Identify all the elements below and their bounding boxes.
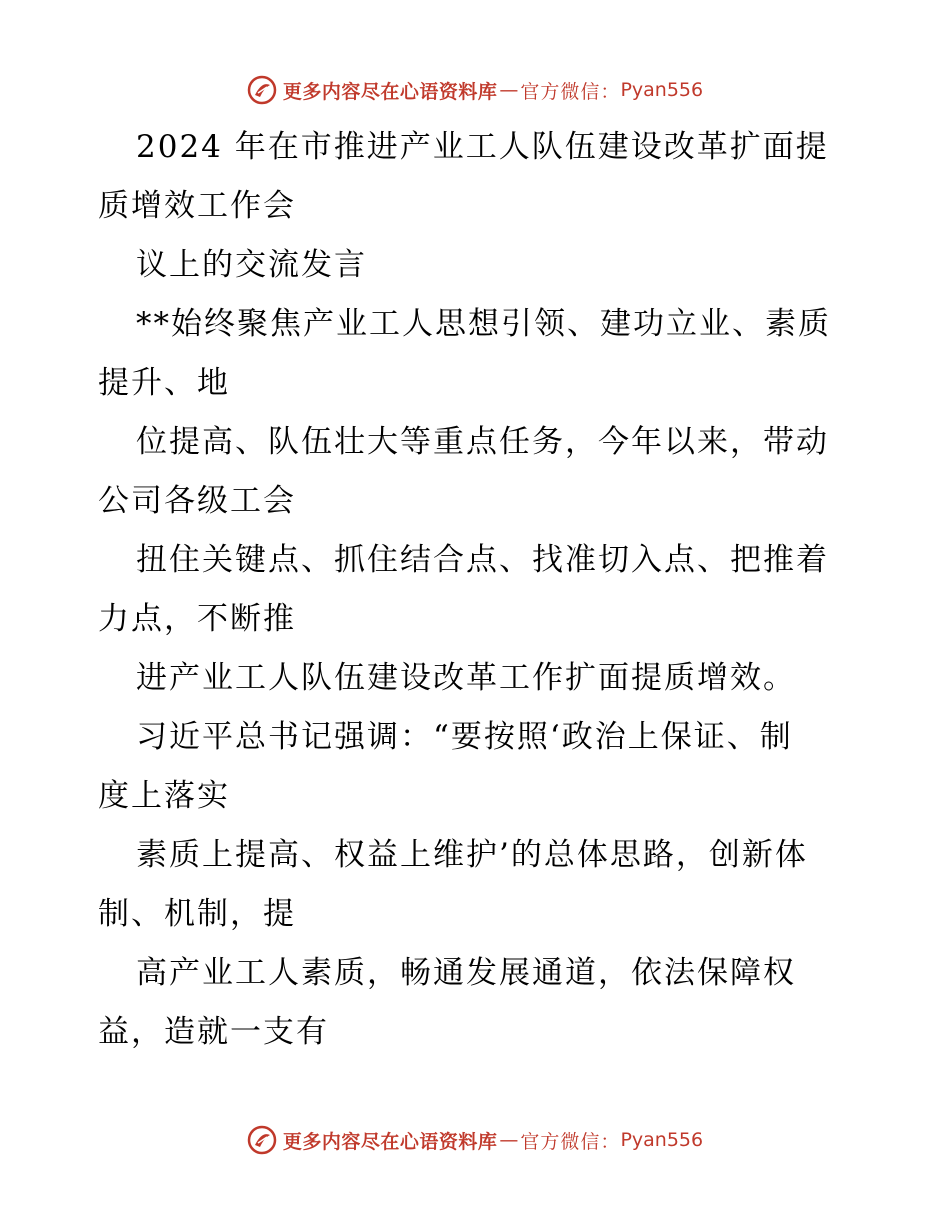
header-watermark xyxy=(0,70,950,110)
watermark-label: 官方微信： xyxy=(520,80,621,103)
text-line: 素质上提高、权益上维护’的总体思路，创新体 xyxy=(136,837,808,873)
watermark-separator: — xyxy=(499,1129,519,1151)
watermark-logo-icon xyxy=(247,75,277,105)
text-line: 度上落实 xyxy=(98,778,230,814)
text-line: 质增效工作会 xyxy=(98,188,296,224)
text-line: 公司各级工会 xyxy=(98,483,296,519)
text-line: 扭住关键点、抓住结合点、找准切入点、把推着 xyxy=(136,542,829,578)
text-line: 提升、地 xyxy=(98,365,230,401)
text-line: 位提高、队伍壮大等重点任务，今年以来，带动 xyxy=(136,424,829,460)
text-line: 2024 年在市推进产业工人队伍建设改革扩面提 xyxy=(136,129,829,165)
watermark-text: 更多内容尽在心语资料库 xyxy=(282,1130,498,1153)
text-line: 力点，不断推 xyxy=(98,601,296,637)
watermark-separator: — xyxy=(499,79,519,101)
watermark-id: Pyan556 xyxy=(620,1129,704,1151)
text-line: 高产业工人素质，畅通发展通道，依法保障权 xyxy=(136,955,796,991)
watermark-logo-icon xyxy=(247,1125,277,1155)
text-line: 议上的交流发言 xyxy=(136,247,367,283)
footer-watermark xyxy=(0,1120,950,1160)
text-line: 习近平总书记强调：“要按照‘政治上保证、制 xyxy=(136,719,793,755)
text-line: 益，造就一支有 xyxy=(98,1014,329,1050)
watermark-label: 官方微信： xyxy=(520,1130,621,1153)
text-line: **始终聚焦产业工人思想引领、建功立业、素质 xyxy=(136,306,831,342)
text-line: 制、机制，提 xyxy=(98,896,296,932)
watermark-text: 更多内容尽在心语资料库 xyxy=(282,80,498,103)
document-body xyxy=(98,118,868,1062)
text-line: 进产业工人队伍建设改革工作扩面提质增效。 xyxy=(136,660,796,696)
watermark-id: Pyan556 xyxy=(620,79,704,101)
